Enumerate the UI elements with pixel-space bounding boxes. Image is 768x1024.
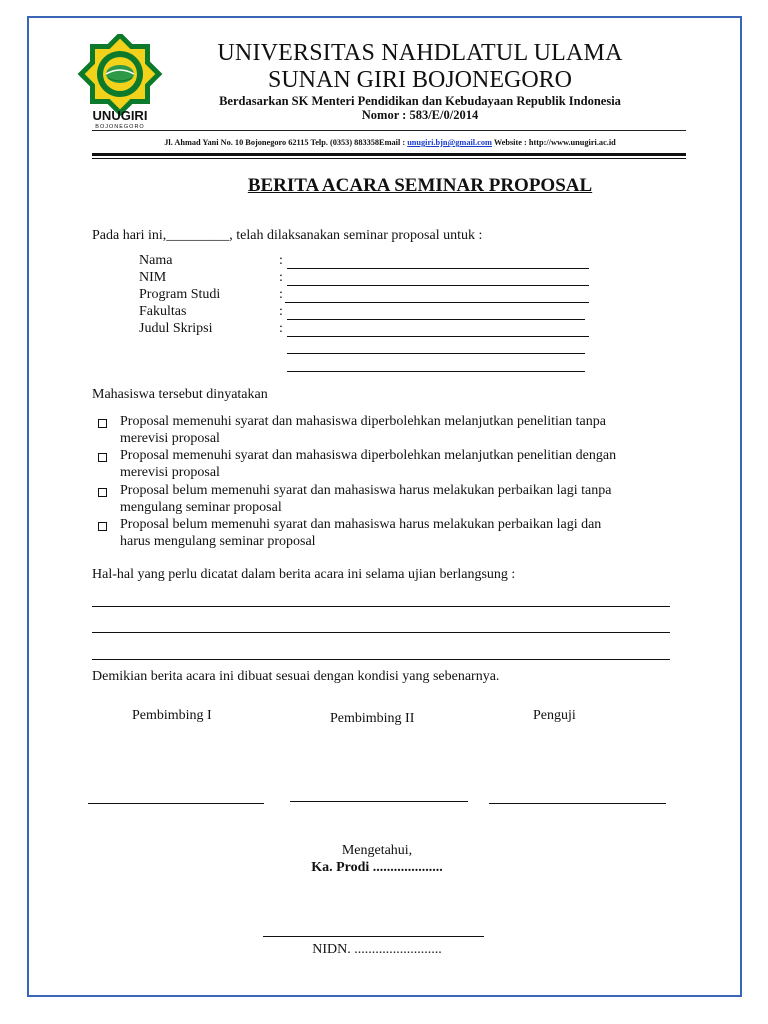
field-colon: : <box>279 253 283 268</box>
address-text: Jl. Ahmad Yani No. 10 Bojonegoro 62115 Telp. (0353) 883358Email : <box>164 138 408 147</box>
signature-label-penguji: Penguji <box>533 708 576 723</box>
approval-nidn: NIDN. ......................... <box>312 942 442 957</box>
notes-line-3 <box>92 659 670 660</box>
notes-line-2 <box>92 632 670 633</box>
intro-sentence <box>92 228 482 244</box>
field-line-judul-3 <box>287 371 585 372</box>
header-rule-thin <box>92 158 686 159</box>
decree-line2: Nomor : 583/E/0/2014 <box>361 108 479 122</box>
field-line-program-studi <box>285 302 589 303</box>
option-3-line2: mengulang seminar proposal <box>120 500 282 515</box>
field-label-nim: NIM <box>139 270 167 285</box>
option-3-line1: Proposal belum memenuhi syarat dan mahasiswa harus melakukan perbaikan lagi tanpa <box>120 483 612 498</box>
field-colon: : <box>279 287 283 302</box>
statement-intro: Mahasiswa tersebut dinyatakan <box>92 387 268 402</box>
approval-role: Ka. Prodi .................... <box>311 860 443 875</box>
option-checkbox-4[interactable] <box>98 522 107 531</box>
intro-after: , telah dilaksanakan seminar proposal untuk : <box>229 228 483 243</box>
signature-line-penguji <box>489 803 666 804</box>
field-label-fakultas: Fakultas <box>139 304 187 319</box>
option-2-line2: merevisi proposal <box>120 465 220 480</box>
option-4-line2: harus mengulang seminar proposal <box>120 534 316 549</box>
field-colon: : <box>279 321 283 336</box>
closing-statement: Demikian berita acara ini dibuat sesuai dengan kondisi yang sebenarnya. <box>92 669 500 684</box>
signature-label-pembimbing-2: Pembimbing II <box>330 711 415 726</box>
university-logo <box>64 34 176 130</box>
field-colon: : <box>279 270 283 285</box>
field-line-nama <box>287 268 589 269</box>
option-checkbox-2[interactable] <box>98 453 107 462</box>
option-checkbox-1[interactable] <box>98 419 107 428</box>
option-1-line1: Proposal memenuhi syarat dan mahasiswa diperbolehkan melanjutkan penelitian tanpa <box>120 414 606 429</box>
header-rule-thick <box>92 153 686 156</box>
day-blank: _________ <box>166 228 230 243</box>
approval-label: Mengetahui, <box>341 843 413 858</box>
field-colon: : <box>279 304 283 319</box>
field-label-nama: Nama <box>139 253 173 268</box>
university-name-line1: UNIVERSITAS NAHDLATUL ULAMA <box>217 40 623 66</box>
signature-label-pembimbing-1: Pembimbing I <box>132 708 212 723</box>
logo-text: UNUGIRI <box>92 108 148 123</box>
option-checkbox-3[interactable] <box>98 488 107 497</box>
field-label-judul-skripsi: Judul Skripsi <box>139 321 213 336</box>
address-line <box>90 138 690 147</box>
header-rule-top <box>92 130 686 131</box>
field-line-judul-2 <box>287 353 585 354</box>
field-line-judul-1 <box>287 336 589 337</box>
notes-line-1 <box>92 606 670 607</box>
intro-before: Pada hari ini, <box>92 228 167 243</box>
field-line-fakultas <box>287 319 585 320</box>
notes-label: Hal-hal yang perlu dicatat dalam berita acara ini selama ujian berlangsung : <box>92 567 516 582</box>
university-name-line2: SUNAN GIRI BOJONEGORO <box>267 67 572 93</box>
website-text: Website : http://www.unugiri.ac.id <box>491 138 616 147</box>
option-1-line2: merevisi proposal <box>120 431 220 446</box>
signature-line-pembimbing-1 <box>88 803 264 804</box>
approval-signature-line <box>263 936 484 937</box>
option-2-line1: Proposal memenuhi syarat dan mahasiswa diperbolehkan melanjutkan penelitian dengan <box>120 448 617 463</box>
document-title: BERITA ACARA SEMINAR PROPOSAL <box>247 175 593 196</box>
field-label-program-studi: Program Studi <box>139 287 221 302</box>
email-link[interactable]: unugiri.bjn@gmail.com <box>407 138 492 147</box>
field-line-nim <box>287 285 589 286</box>
option-4-line1: Proposal belum memenuhi syarat dan mahasiswa harus melakukan perbaikan lagi dan <box>120 517 602 532</box>
logo-subtext: BOJONEGORO <box>95 124 145 130</box>
signature-line-pembimbing-2 <box>290 801 468 802</box>
decree-line1: Berdasarkan SK Menteri Pendidikan dan Kebudayaan Republik Indonesia <box>219 94 621 108</box>
